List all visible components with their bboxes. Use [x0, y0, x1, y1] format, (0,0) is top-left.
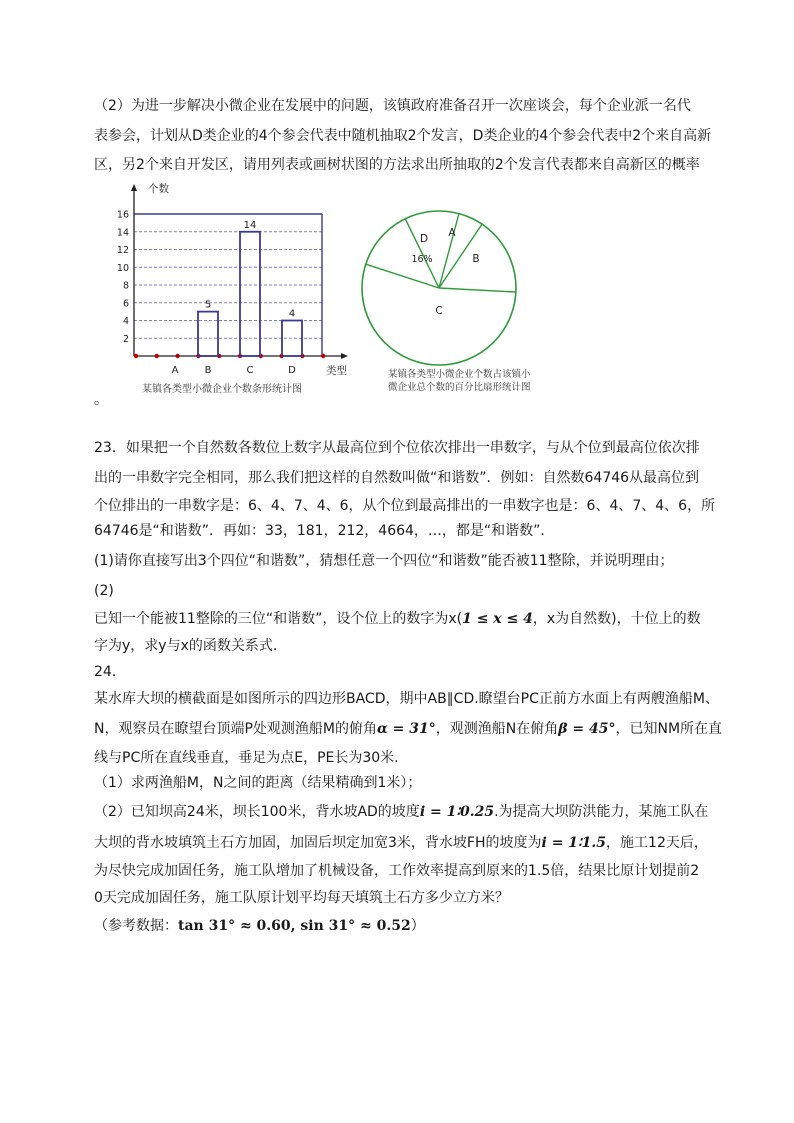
pie-chart-title-line1: 某镇各类型小微企业个数占该镇小 [388, 369, 531, 380]
q24-part2-line2: 大坝的背水坡填筑土石方加固，加固后坝定加宽3米，背水坡FH的坡度为i = 1∶1.5，施工12天后， [94, 835, 708, 851]
q23-part1: (1)请你直接写出3个四位“和谐数”，猜想任意一个四位“和谐数”能否被11整除，并说明理由； [94, 553, 674, 569]
q24-part1: （1）求两渔船M，N之间的距离（结果精确到1米）； [94, 775, 422, 791]
q22-part2-line2: 表参会，计划从D类企业的4个参会代表中随机抽取2个发言，D类企业的4个参会代表中2个来自高新 [94, 128, 712, 144]
y-tick-label: 12 [116, 245, 129, 256]
axis-dot [175, 354, 179, 358]
pie-label-D: D [419, 233, 429, 245]
q22-part2-line3: 区，另2个来自开发区，请用列表或画树状图的方法求出所抽取的2个发言代表都来自高新区的概率 [94, 157, 700, 173]
q23-line4: 64746是“和谐数”．再如：33，181，212，4664，…，都是“和谐数”． [94, 523, 555, 539]
q24-part2-line1: （2）已知坝高24米，坝长100米，背水坡AD的坡度i = 1∶0.25.为提高大坝防洪能力，某施工队在 [94, 804, 709, 820]
y-tick-label: 16 [116, 209, 129, 221]
bar-B [198, 312, 218, 356]
x-axis-title: 类型 [326, 365, 347, 377]
pie-label-C: C [435, 305, 443, 317]
q22-end-mark: 。 [94, 392, 108, 408]
bar-value-label: 5 [204, 299, 212, 311]
x-tick-label: C [246, 365, 254, 376]
q23-line3: 个位排出的一串数字是：6、4、7、4、6，从个位到最高排出的一串数字也是：6、4、7、4、6，所 [94, 498, 716, 514]
y-tick-label: 6 [122, 298, 129, 310]
bar-chart [112, 180, 358, 400]
q24-line3: 线与PC所在直线垂直，垂足为点E，PE长为30米. [94, 750, 399, 766]
y-tick-label: 10 [116, 262, 129, 274]
q24-alpha: α = 31° [377, 721, 436, 737]
axis-dot [321, 354, 325, 358]
q24-number: 24． [94, 664, 126, 680]
q24-beta: β = 45° [558, 721, 616, 737]
q23-line1: 23．如果把一个自然数各数位上数字从最高位到个位依次排出一串数字，与从个位到最高位依次排 [94, 440, 700, 456]
y-tick-label: 8 [122, 280, 129, 292]
q24-line1: 某水库大坝的横截面是如图所示的四边形BACD，期中AB∥CD.瞭望台PC正前方水面上有两艘渔船M、 [94, 691, 719, 707]
q24-reference-values: tan 31° ≈ 0.60, sin 31° ≈ 0.52 [178, 918, 411, 934]
x-tick-label: B [204, 365, 212, 376]
pie-label-A: A [448, 227, 456, 239]
q23-part2-line1: 已知一个能被11整除的三位“和谐数”，设个位上的数字为x(1 ≤ x ≤ 4，x为自然数)，十位上的数 [94, 611, 701, 627]
y-tick-label: 4 [122, 316, 129, 327]
y-tick-label: 2 [122, 333, 129, 345]
q24-part2-line3: 为尽快完成加固任务，施工队增加了机械设备，工作效率提高到原来的1.5倍，结果比原计划提前2 [94, 863, 700, 879]
q22-part2-line1: （2）为进一步解决小微企业在发展中的问题，该镇政府准备召开一次座谈会，每个企业派一名代 [94, 98, 691, 114]
q24-reference: （参考数据：tan 31° ≈ 0.60, sin 31° ≈ 0.52） [94, 918, 425, 934]
pie-label-B: B [472, 253, 480, 265]
bar-value-label: 14 [243, 219, 257, 231]
q23-line2: 出的一串数字完全相同，那么我们把这样的自然数叫做“和谐数”．例如：自然数64746从最高位到 [94, 470, 700, 486]
pie-chart [356, 196, 552, 396]
y-axis-arrow [131, 184, 137, 191]
x-axis-arrow [341, 353, 348, 359]
x-tick-label: D [288, 365, 296, 376]
q24-slope-fh: i = 1∶1.5 [541, 835, 607, 851]
q23-inequality: 1 ≤ x ≤ 4 [462, 611, 533, 627]
axis-dot [134, 354, 138, 358]
y-tick-label: 14 [116, 227, 129, 239]
axis-dot [155, 354, 159, 358]
bar-value-label: 4 [288, 308, 296, 320]
q24-part2-line4: 0天完成加固任务，施工队原计划平均每天填筑土石方多少立方米？ [94, 890, 509, 906]
x-tick-label: A [171, 365, 179, 376]
q23-part2-line2: 字为y，求y与x的函数关系式. [94, 638, 278, 654]
bar-C [240, 232, 260, 356]
y-axis-title: 个数 [148, 183, 169, 195]
q24-slope-ad: i = 1∶0.25 [419, 804, 495, 820]
pie-chart-title-line2: 微企业总个数的百分比扇形统计图 [388, 382, 531, 393]
pie-percent-label: 16% [411, 254, 433, 265]
q23-part2-label: (2) [94, 583, 114, 599]
bar-chart-title: 某镇各类型小微企业个数条形统计图 [142, 384, 302, 395]
q24-line2: N，观察员在瞭望台顶端P处观测渔船M的俯角α = 31°，观测渔船N在俯角β = 45°，已知NM所在直 [94, 721, 723, 737]
